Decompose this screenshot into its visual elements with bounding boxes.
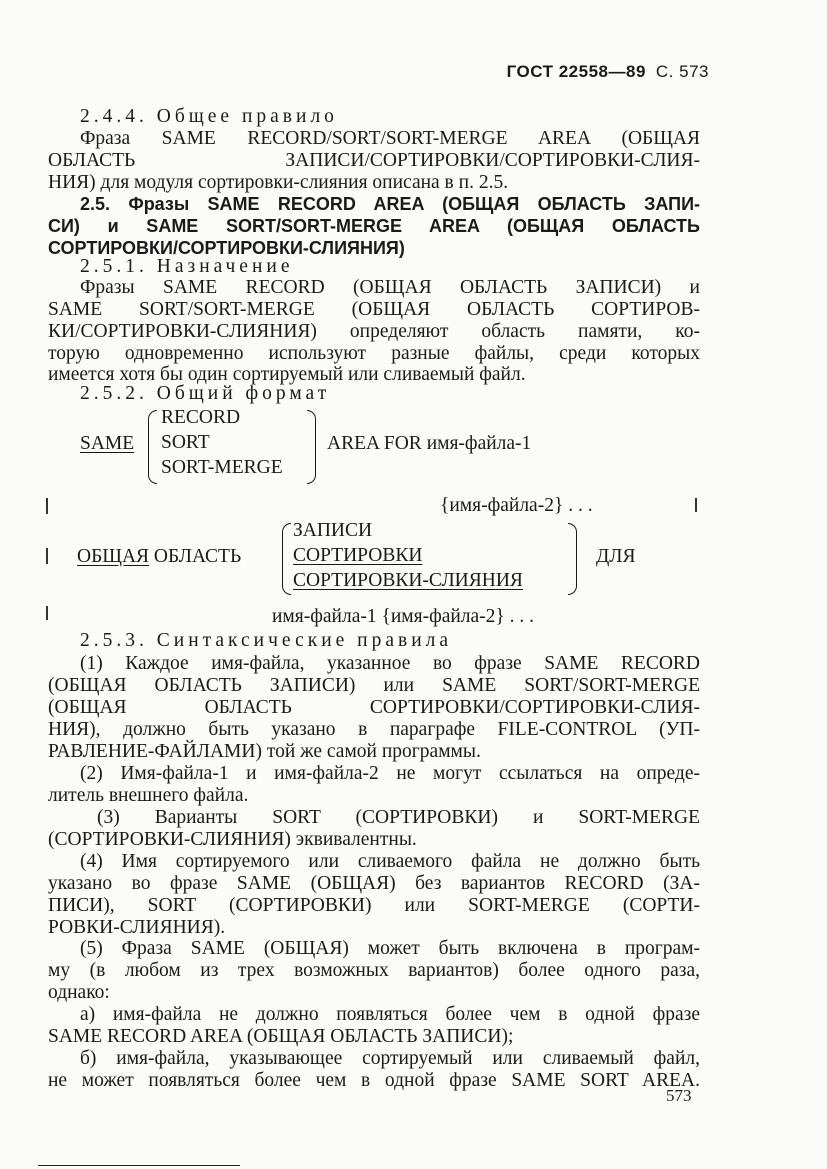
format-option: СОРТИРОВКИ-СЛИЯНИЯ (293, 570, 523, 591)
format-option: RECORD (161, 407, 241, 428)
paragraph-line: НИЯ) для модуля сортировки-слияния описана в п. 2.5. (48, 172, 509, 193)
rule-line: (ОБЩАЯ ОБЛАСТЬ ЗАПИСИ) или SAME SORT/SORT-MERGE (48, 675, 700, 696)
format-repeat: имя-файла-1 {имя-файла-2} . . . (272, 606, 535, 627)
format-tail: ДЛЯ (596, 546, 636, 567)
rule-line: (4) Имя сортируемого или сливаемого файла не должно быть (80, 851, 700, 872)
rule-line: SAME RECORD AREA (ОБЩАЯ ОБЛАСТЬ ЗАПИСИ); (48, 1026, 514, 1047)
keyword-underlined: ОБЩАЯ (77, 546, 150, 567)
format-keyword-obshchaya (77, 546, 241, 568)
rule-line: б) имя-файла, указывающее сортируемый или сливаемый файл, (80, 1048, 700, 1069)
left-brace (282, 523, 291, 595)
paragraph-line: торую одновременно используют разные файлы, среди которых (48, 343, 700, 364)
rule-line: а) имя-файла не должно появляться более чем в одной фразе (80, 1004, 700, 1025)
rule-line: указано во фразе SAME (ОБЩАЯ) без вариантов RECORD (ЗА- (48, 873, 700, 894)
rule-line: не может появляться более чем в одной фразе SAME SORT AREA. (48, 1070, 700, 1091)
rule-line: (5) Фраза SAME (ОБЩАЯ) может быть включена в програм- (80, 938, 700, 959)
section-2-5-title: СИ) и SAME SORT/SORT-MERGE AREA (ОБЩАЯ ОБЛАСТЬ (48, 216, 700, 236)
left-brace (148, 410, 157, 484)
rule-line: однако: (48, 982, 110, 1003)
rule-line: (ОБЩАЯ ОБЛАСТЬ СОРТИРОВКИ/СОРТИРОВКИ-СЛИЯ- (48, 697, 700, 718)
paragraph-line: Фразы SAME RECORD (ОБЩАЯ ОБЛАСТЬ ЗАПИСИ) и (80, 277, 700, 298)
header-page-number: С. 573 (655, 62, 709, 81)
section-2-5-3-heading: 2.5.3. Синтаксические правила (80, 630, 453, 651)
rule-line: литель внешнего файла. (48, 785, 249, 806)
section-2-5-title: СОРТИРОВКИ/СОРТИРОВКИ-СЛИЯНИЯ) (48, 238, 405, 258)
paragraph-line: ОБЛАСТЬ ЗАПИСИ/СОРТИРОВКИ/СОРТИРОВКИ-СЛИЯ- (48, 150, 700, 171)
section-2-4-4-heading: 2.4.4. Общее правило (80, 106, 338, 127)
running-header (507, 62, 709, 82)
rule-line: (3) Варианты SORT (СОРТИРОВКИ) и SORT-MERGE (97, 807, 700, 828)
footnote-rule (38, 1165, 240, 1166)
paragraph-line: SAME SORT/SORT-MERGE (ОБЩАЯ ОБЛАСТЬ СОРТИРОВ- (48, 299, 700, 320)
rule-line: му (в любом из трех возможных вариантов) более одного раза, (48, 960, 700, 981)
paragraph-line: КИ/СОРТИРОВКИ-СЛИЯНИЯ) определяют область памяти, ко- (48, 321, 700, 342)
margin-mark (695, 498, 697, 512)
format-tail: AREA FOR имя-файла-1 (327, 433, 532, 454)
section-2-5-title: 2.5. Фразы SAME RECORD AREA (ОБЩАЯ ОБЛАСТЬ ЗАПИ- (80, 194, 700, 214)
format-repeat: {имя-файла-2} . . . (440, 495, 593, 516)
right-brace (307, 410, 316, 484)
right-brace (568, 523, 577, 595)
rule-line: РАВЛЕНИЕ-ФАЙЛАМИ) той же самой программы. (48, 741, 481, 762)
format-option: SORT (161, 432, 210, 453)
margin-mark (46, 498, 48, 514)
rule-line: (1) Каждое имя-файла, указанное во фразе SAME RECORD (80, 653, 700, 674)
rule-line: (2) Имя-файла-1 и имя-файла-2 не могут ссылаться на опреде- (80, 763, 700, 784)
margin-mark (46, 606, 48, 620)
format-option: SORT-MERGE (161, 457, 283, 478)
page-number: 573 (666, 1086, 692, 1105)
rule-line: НИЯ), должно быть указано в параграфе FILE-CONTROL (УП- (48, 719, 700, 740)
standard-number: ГОСТ 22558—89 (506, 62, 646, 81)
rule-line: (СОРТИРОВКИ-СЛИЯНИЯ) эквивалентны. (48, 829, 417, 850)
paragraph-line: Фраза SAME RECORD/SORT/SORT-MERGE AREA (ОБЩАЯ (80, 128, 700, 149)
format-keyword-same: SAME (80, 433, 135, 454)
rule-line: РОВКИ-СЛИЯНИЯ). (48, 917, 226, 938)
rule-line: ПИСИ), SORT (СОРТИРОВКИ) или SORT-MERGE (СОРТИ- (48, 895, 700, 916)
margin-mark (46, 548, 48, 564)
section-2-5-1-heading: 2.5.1. Назначение (80, 256, 294, 277)
format-option: СОРТИРОВКИ (293, 545, 423, 566)
paragraph-line: имеется хотя бы один сортируемый или сливаемый файл. (48, 364, 526, 385)
format-option: ЗАПИСИ (293, 520, 373, 541)
keyword-plain: ОБЛАСТЬ (153, 546, 242, 567)
section-2-5-2-heading: 2.5.2. Общий формат (80, 383, 331, 404)
